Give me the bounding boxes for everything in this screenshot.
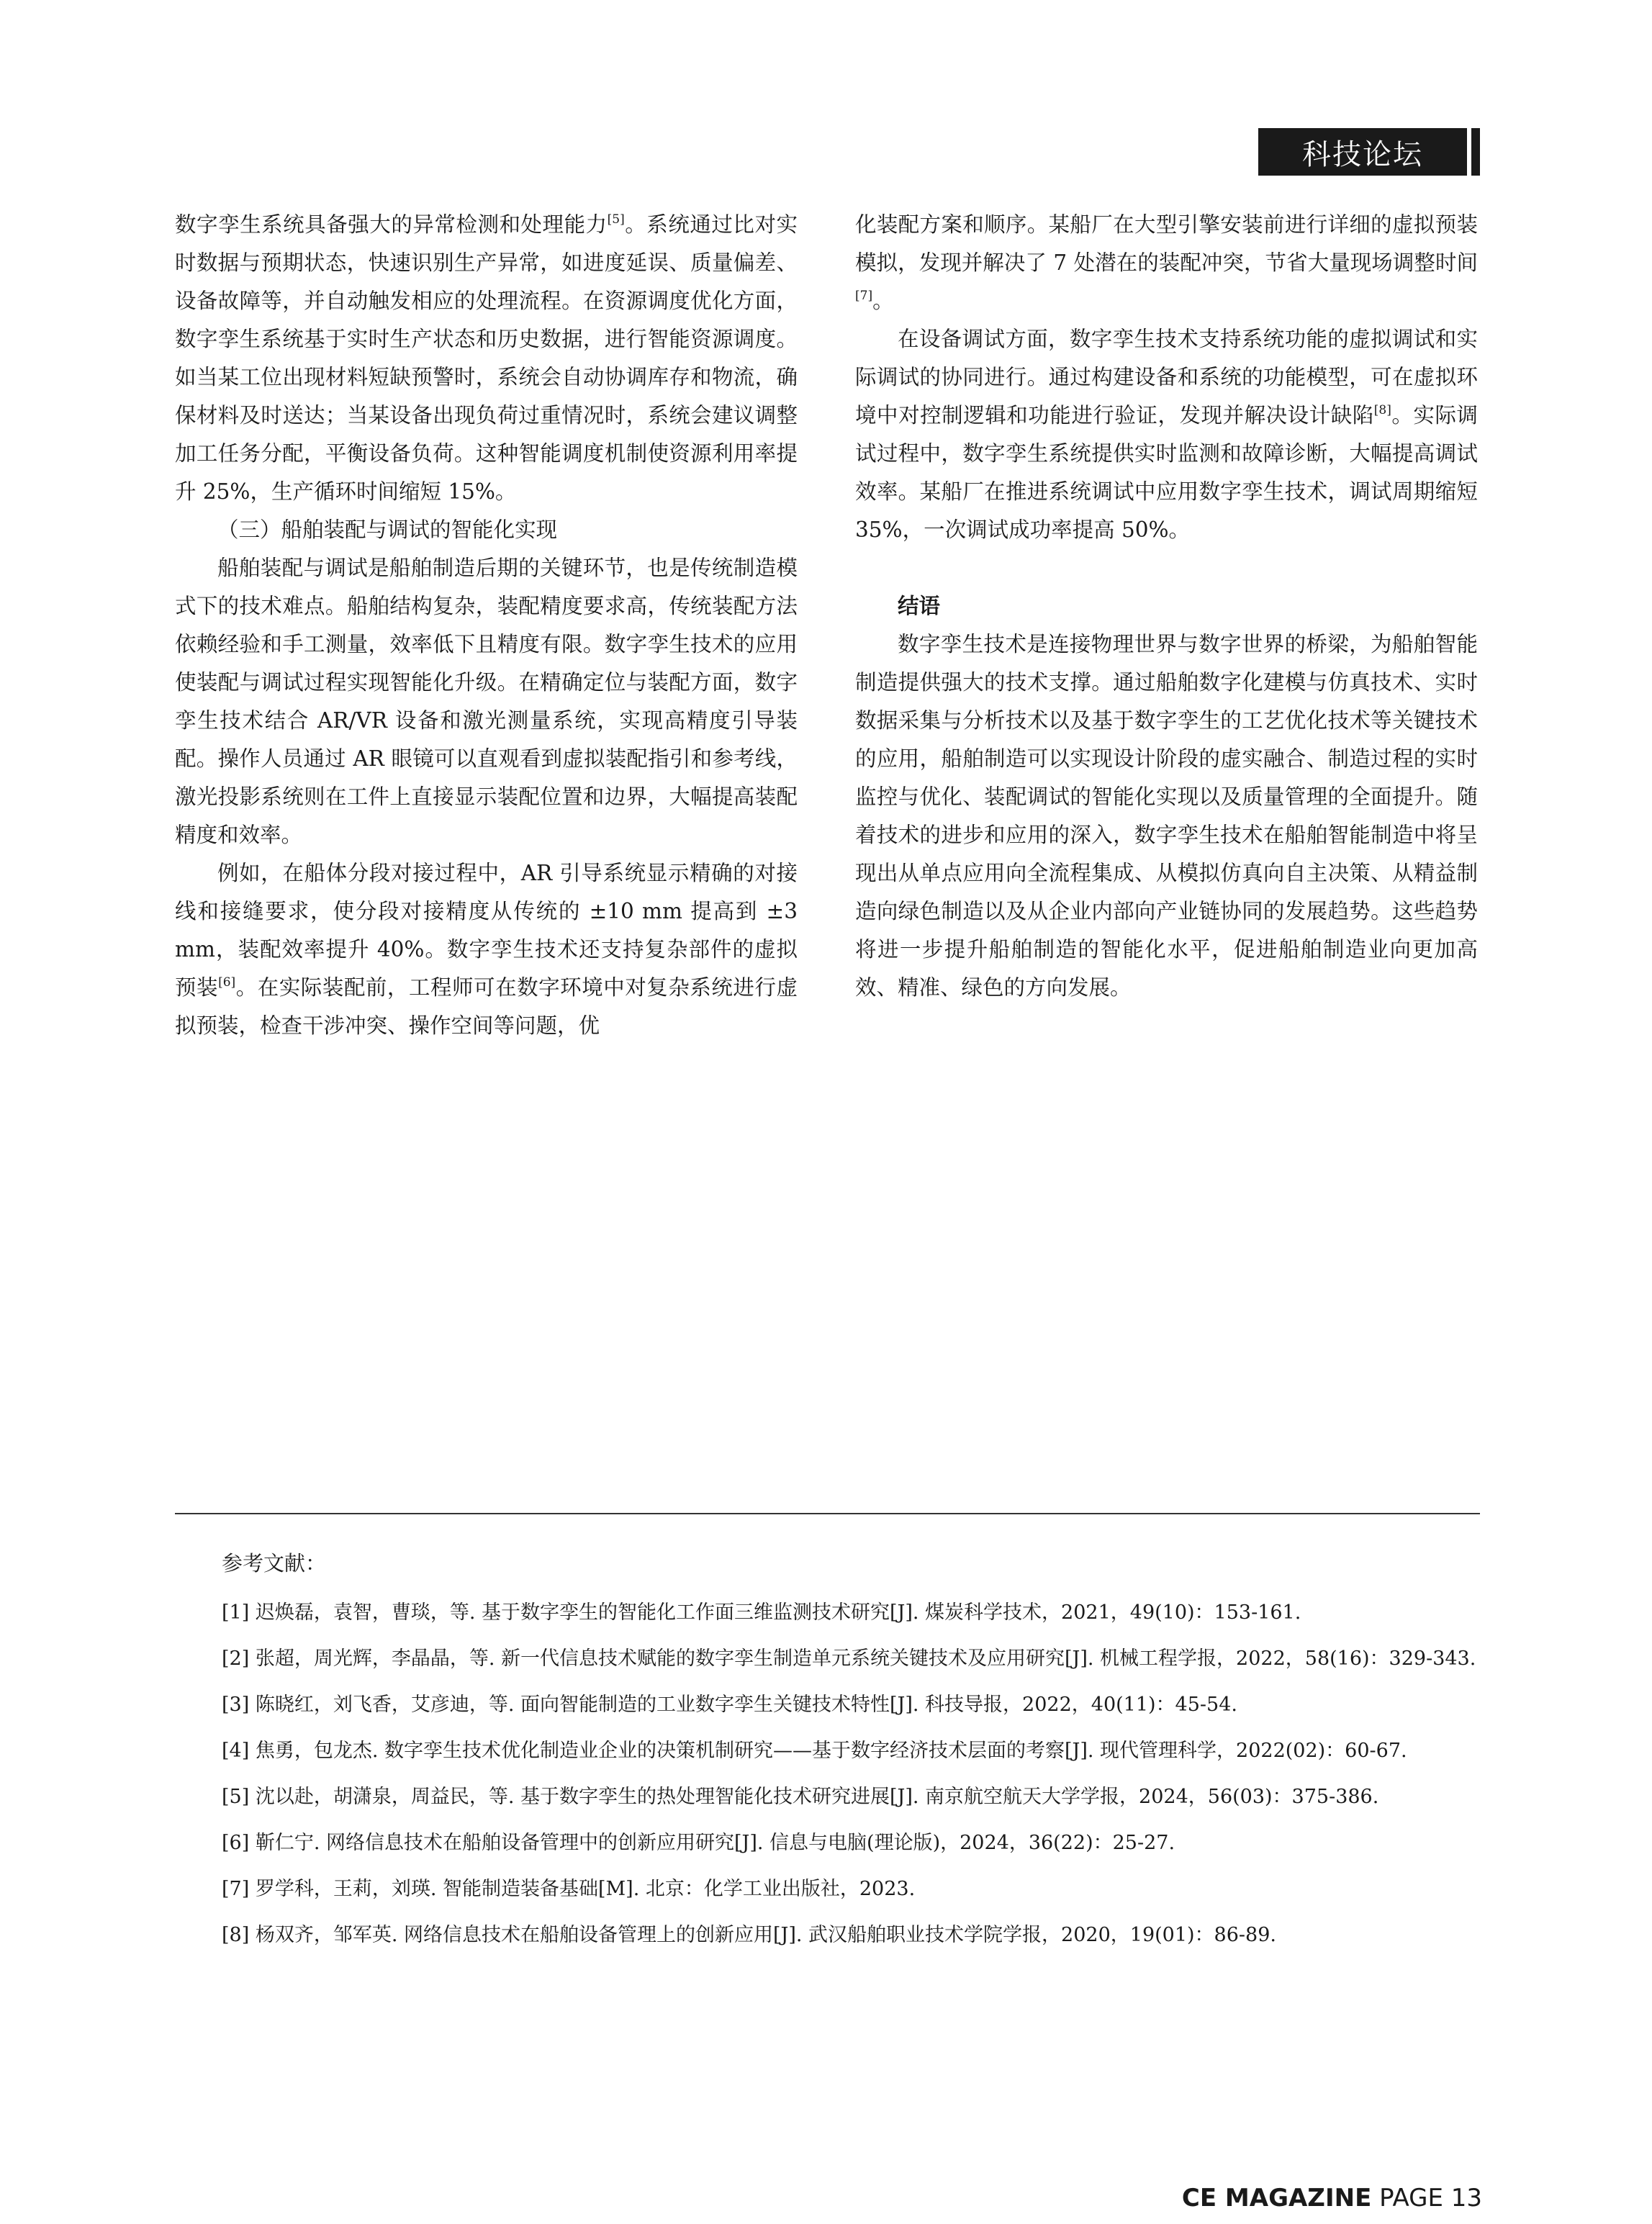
reference-item: [3] 陈晓红，刘飞香，艾彦迪，等. 面向智能制造的工业数字孪生关键技术特性[J]. 科技导报，2022，40(11)：45-54. bbox=[222, 1694, 1237, 1716]
reference-item: [5] 沈以赴，胡潇泉，周益民，等. 基于数字孪生的热处理智能化技术研究进展[J]. 南京航空航天大学学报，2024，56(03)：375-386. bbox=[222, 1786, 1379, 1808]
paragraph: 数字孪生系统具备强大的异常检测和处理能力[5]。系统通过比对实时数据与预期状态，快速识别生产异常，如进度延误、质量偏差、设备故障等，并自动触发相应的处理流程。在资源调度优化方面，数字孪生系统基于实时生产状态和历史数据，进行智能资源调度。如当某工位出现材料短缺预警时，系统会自动协调库存和物流，确保材料及时送达；当某设备出现负荷过重情况时，系统会建议调整加工任务分配，平衡设备负荷。这种智能调度机制使资源利用率提升 25%，生产循环时间缩短 15%。 bbox=[175, 212, 798, 504]
citation[interactable]: [6] bbox=[218, 975, 236, 990]
reference-item: [2] 张超，周光辉，李晶晶，等. 新一代信息技术赋能的数字孪生制造单元系统关键技术及应用研究[J]. 机械工程学报，2022，58(16)：329-343. bbox=[222, 1647, 1476, 1670]
reference-item: [7] 罗学科，王莉，刘瑛. 智能制造装备基础[M]. 北京：化学工业出版社，2023. bbox=[222, 1878, 916, 1900]
paragraph: 在设备调试方面，数字孪生技术支持系统功能的虚拟调试和实际调试的协同进行。通过构建设备和系统的功能模型，可在虚拟环境中对控制逻辑和功能进行验证，发现并解决设计缺陷[8]。实际调试过程中，数字孪生系统提供实时监测和故障诊断，大幅提高调试效率。某船厂在推进系统调试中应用数字孪生技术，调试周期缩短 35%，一次调试成功率提高 50%。 bbox=[855, 327, 1478, 542]
section-tag bbox=[1258, 128, 1467, 176]
reference-item: [8] 杨双齐，邹军英. 网络信息技术在船舶设备管理上的创新应用[J]. 武汉船舶职业技术学院学报，2020，19(01)：86-89. bbox=[222, 1924, 1276, 1946]
citation[interactable]: [7] bbox=[855, 289, 873, 303]
paragraph: 船舶装配与调试是船舶制造后期的关键环节，也是传统制造模式下的技术难点。船舶结构复杂，装配精度要求高，传统装配方法依赖经验和手工测量，效率低下且精度有限。数字孪生技术的应用使装配与调试过程实现智能化升级。在精确定位与装配方面，数字孪生技术结合 AR/VR 设备和激光测量系统，实现高精度引导装配。操作人员通过 AR 眼镜可以直观看到虚拟装配指引和参考线，激光投影系统则在工件上直接显示装配位置和边界，大幅提高装配精度和效率。 bbox=[175, 556, 798, 847]
section-tag-bar bbox=[1471, 128, 1480, 176]
section-tag-label: 科技论坛 bbox=[1302, 137, 1423, 171]
page-number: PAGE 13 bbox=[1379, 2184, 1482, 2212]
references-divider bbox=[175, 1513, 1480, 1514]
section-heading: （三）船舶装配与调试的智能化实现 bbox=[217, 517, 558, 542]
conclusion-heading: 结语 bbox=[898, 594, 941, 618]
page-footer bbox=[1182, 2184, 1482, 2212]
left-column bbox=[175, 206, 798, 1045]
citation[interactable]: [8] bbox=[1373, 403, 1391, 417]
reference-item: [1] 迟焕磊，袁智，曹琰，等. 基于数字孪生的智能化工作面三维监测技术研究[J]. 煤炭科学技术，2021，49(10)：153-161. bbox=[222, 1601, 1301, 1624]
reference-item: [4] 焦勇，包龙杰. 数字孪生技术优化制造业企业的决策机制研究——基于数字经济技术层面的考察[J]. 现代管理科学，2022(02)：60-67. bbox=[222, 1740, 1407, 1762]
paragraph: 数字孪生技术是连接物理世界与数字世界的桥梁，为船舶智能制造提供强大的技术支撑。通过船舶数字化建模与仿真技术、实时数据采集与分析技术以及基于数字孪生的工艺优化技术等关键技术的应用，船舶制造可以实现设计阶段的虚实融合、制造过程的实时监控与优化、装配调试的智能化实现以及质量管理的全面提升。随着技术的进步和应用的深入，数字孪生技术在船舶智能制造中将呈现出从单点应用向全流程集成、从模拟仿真向自主决策、从精益制造向绿色制造以及从企业内部向产业链协同的发展趋势。这些趋势将进一步提升船舶制造的智能化水平，促进船舶制造业向更加高效、精准、绿色的方向发展。 bbox=[855, 632, 1478, 1000]
references-list bbox=[175, 1595, 1480, 1963]
citation[interactable]: [5] bbox=[607, 212, 625, 227]
reference-item: [6] 靳仁宁. 网络信息技术在船舶设备管理中的创新应用研究[J]. 信息与电脑(理论版)，2024，36(22)：25-27. bbox=[222, 1832, 1175, 1854]
magazine-name: CE MAGAZINE bbox=[1181, 2184, 1372, 2212]
references-title: 参考文献： bbox=[222, 1551, 327, 1576]
paragraph: 化装配方案和顺序。某船厂在大型引擎安装前进行详细的虚拟预装模拟，发现并解决了 7 处潜在的装配冲突，节省大量现场调整时间[7]。 bbox=[855, 212, 1478, 313]
paragraph: 例如，在船体分段对接过程中，AR 引导系统显示精确的对接线和接缝要求，使分段对接精度从传统的 ±10 mm 提高到 ±3 mm，装配效率提升 40%。数字孪生技术还支持复杂部件的虚拟预装[6]。在实际装配前，工程师可在数字环境中对复杂系统进行虚拟预装，检查干涉冲突、操作空间等问题，优 bbox=[175, 861, 798, 1038]
right-column bbox=[855, 206, 1478, 1007]
